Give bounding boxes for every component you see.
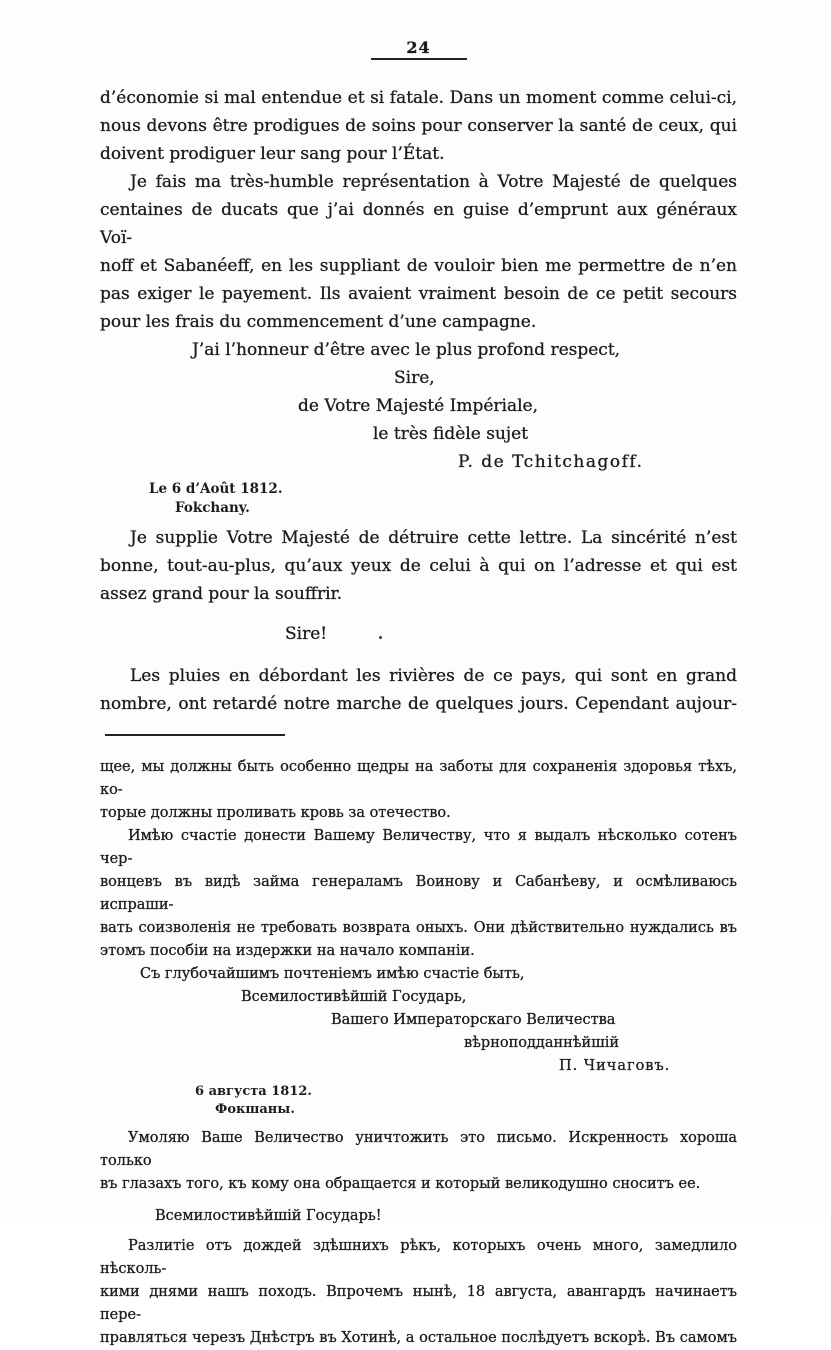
dateline-french <box>100 480 737 518</box>
letter-closing-french <box>100 336 737 476</box>
text-line: pour les frais du commencement d’une campagne. <box>100 312 537 332</box>
closing-line-sujet: le très fidèle sujet <box>373 424 529 444</box>
text-line: doivent prodiguer leur sang pour l’État. <box>100 144 445 164</box>
signature-russian: П. Чичаговъ. <box>559 1058 671 1074</box>
page-number-rule <box>371 58 467 60</box>
closing-line-vernopoddanneyshiy: вѣрноподданнѣйшій <box>464 1035 619 1051</box>
paragraph-pluies <box>100 662 737 718</box>
text-line: этомъ пособіи на издержки на начало компаніи. <box>100 943 475 959</box>
page-header <box>100 38 737 60</box>
text-line: nombre, ont retardé notre marche de quelques jours. Cependant aujour- <box>100 694 737 714</box>
date-text-russian: 6 августа 1812. <box>195 1084 312 1099</box>
text-line: nous devons être prodigues de soins pour conserver la santé de ceux, qui <box>100 116 737 136</box>
paragraph-continuation-russian <box>100 756 737 825</box>
text-line: Имѣю счастіе донести Вашему Величеству, что я выдалъ нѣсколько сотенъ чер- <box>100 828 737 867</box>
text-line: assez grand pour la souffrir. <box>100 584 343 604</box>
text-line: въ глазахъ того, къ кому она обращается и который великодушно сноситъ ее. <box>100 1176 701 1192</box>
text-line: Je supplie Votre Majesté de détruire cette lettre. La sincérité n’est <box>130 528 737 548</box>
salutation-russian: Всемилостивѣйшій Государь! <box>155 1208 382 1224</box>
text-line: centaines de ducats que j’ai donnés en guise d’emprunt aux généraux Voï- <box>100 200 737 248</box>
salutation-text: Sire! <box>285 624 328 644</box>
paragraph-economie <box>100 84 737 168</box>
text-line: bonne, tout-au-plus, qu’aux yeux de celui à qui on l’adresse et qui est <box>100 556 737 576</box>
ink-speck <box>379 636 382 639</box>
text-line: Умоляю Ваше Величество уничтожить это письмо. Искренность хороша только <box>100 1130 737 1169</box>
text-line: вать соизволенія не требовать возврата оныхъ. Они дѣйствительно нуждались въ <box>100 920 737 936</box>
text-line: торые должны проливать кровь за отечество. <box>100 805 451 821</box>
paragraph-detruire <box>100 524 737 608</box>
place-text-russian: Фокшаны. <box>215 1102 295 1117</box>
closing-line-glubochayshim: Съ глубочайшимъ почтеніемъ имѣю счастіе быть, <box>140 966 525 982</box>
text-line: Les pluies en débordant les rivières de ce pays, qui sont en grand <box>130 666 737 686</box>
footnote-separator-rule <box>105 734 285 736</box>
closing-line-majeste: de Votre Majesté Impériale, <box>298 396 538 416</box>
text-line: кими днями нашъ походъ. Впрочемъ нынѣ, 18 августа, авангардъ начинаетъ пере- <box>100 1284 737 1323</box>
text-line: noff et Sabanéeff, en les suppliant de vouloir bien me permettre de n’en <box>100 256 737 276</box>
salutation-sire <box>100 620 737 648</box>
text-line: щее, мы должны быть особенно щедры на заботы для сохраненія здоровья тѣхъ, ко- <box>100 759 737 798</box>
french-letter <box>100 84 737 718</box>
paragraph-razlitie <box>100 1235 737 1350</box>
dateline-russian <box>100 1083 737 1119</box>
paragraph-chervontsy <box>100 825 737 963</box>
closing-line-sire: Sire, <box>394 368 435 388</box>
paragraph-unichtozhit <box>100 1127 737 1196</box>
text-line: Разлитіе отъ дождей здѣшнихъ рѣкъ, которыхъ очень много, замедлило нѣсколь- <box>100 1238 737 1277</box>
place-text-french: Fokchany. <box>175 500 250 516</box>
paragraph-ducats <box>100 168 737 336</box>
russian-footnote <box>100 756 737 1350</box>
closing-line-vashego: Вашего Императорскаго Величества <box>331 1012 616 1028</box>
letter-closing-russian <box>100 963 737 1078</box>
text-line: Je fais ma très-humble représentation à Votre Majesté de quelques <box>130 172 737 192</box>
text-line: вонцевъ въ видѣ займа генераламъ Воинову и Сабанѣеву, и осмѣливаюсь испраши- <box>100 874 737 913</box>
text-line: d’économie si mal entendue et si fatale. Dans un moment comme celui-ci, <box>100 88 737 108</box>
date-text-french: Le 6 d’Août 1812. <box>149 481 283 497</box>
text-line: правляться черезъ Днѣстръ въ Хотинѣ, а остальное послѣдуетъ вскорѣ. Въ самомъ <box>100 1330 737 1346</box>
closing-line-honneur: J’ai l’honneur d’être avec le plus profond respect, <box>192 340 621 360</box>
page-number: 24 <box>406 38 431 57</box>
text-line: pas exiger le payement. Ils avaient vraiment besoin de ce petit secours <box>100 284 737 304</box>
closing-line-gosudar: Всемилостивѣйшій Государь, <box>241 989 467 1005</box>
signature-french: P. de Tchitchagoff. <box>458 452 644 472</box>
